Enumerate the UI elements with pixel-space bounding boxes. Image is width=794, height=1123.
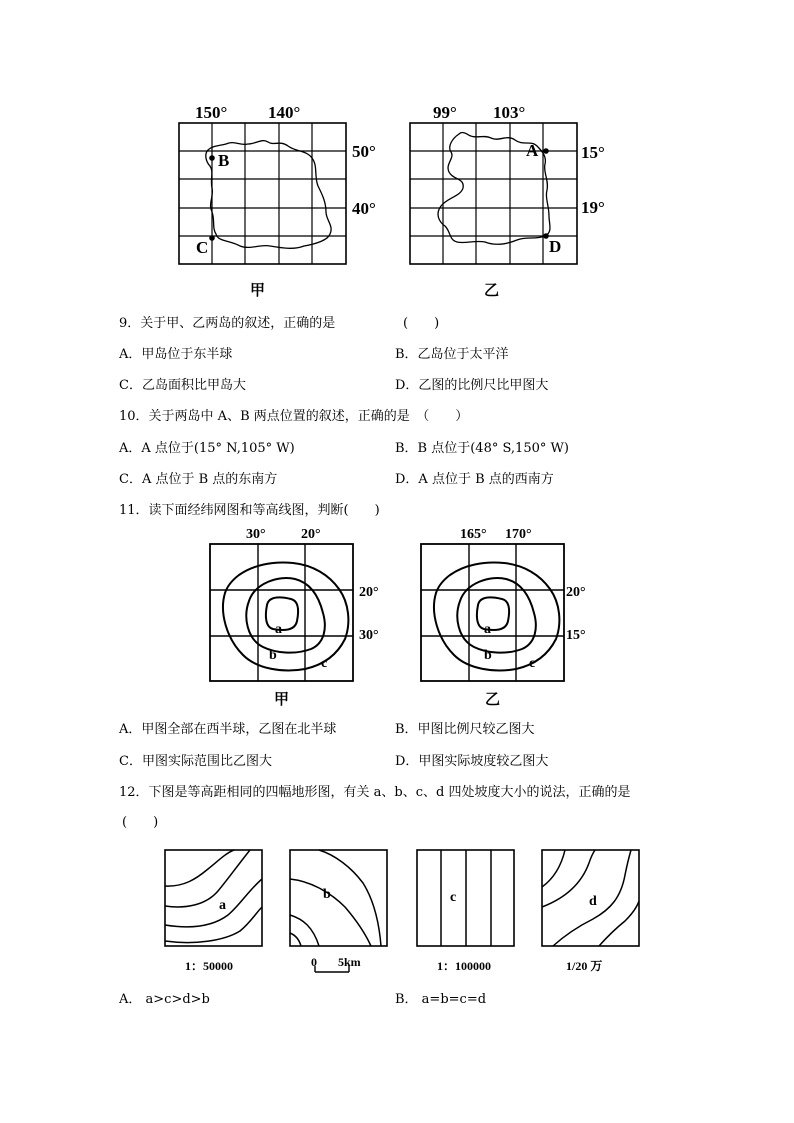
q12-text: 12．下图是等高距相同的四幅地形图，有关 a、b、c、d 四处坡度大小的说法，正确的是 [119,785,631,800]
fig2-yi-contour-a: a [484,622,491,637]
scale-c: 1：100000 [437,959,492,973]
fig2-yi-lat-label-2: 15° [566,628,586,643]
fig2-jia-contour-a: a [275,622,282,637]
jia-lat-label-2: 40° [352,199,376,218]
q9-answer-paren: ( ) [403,316,440,331]
fig2-jia-lon-label-1: 30° [246,527,266,542]
fig2-yi-caption: 乙 [485,690,501,708]
fig2-yi-contour-c: c [529,656,536,671]
fig2-jia-caption: 甲 [274,690,290,708]
yi-lon-label-2: 103° [493,103,526,122]
fig2-yi-contour-b: b [484,648,492,663]
contour-map-jia [209,543,355,683]
fig2-yi-lon-label-2: 170° [505,527,532,542]
q10-option-c: C．A 点位于 B 点的东南方 [119,472,278,487]
scale-b-start: 0 [311,955,317,969]
point-D-label: D [549,237,562,256]
q10-text: 10．关于两岛中 A、B 两点位置的叙述，正确的是 （ ） [119,409,469,424]
q11-option-c: C．甲图实际范围比乙图大 [119,754,272,769]
point-A-label: A [526,141,539,160]
fig2-jia-lon-label-2: 20° [301,527,321,542]
q12-option-b: B． a=b=c=d [395,992,487,1007]
jia-lon-label-2: 140° [268,103,301,122]
terrain-map-a [164,849,263,947]
q11-option-b: B．甲图比例尺较乙图大 [395,722,535,737]
q9-option-c: C．乙岛面积比甲岛大 [119,378,246,393]
point-B-label: B [218,151,230,170]
q10-option-d: D．A 点位于 B 点的西南方 [395,472,554,487]
jia-lat-label-1: 50° [352,142,376,161]
q11-option-a: A．甲图全部在西半球，乙图在北半球 [119,722,337,737]
yi-caption: 乙 [484,281,500,299]
terrain-map-c [416,849,515,947]
contour-map-yi [420,543,566,683]
q11-text: 11．读下面经纬网图和等高线图，判断( ) [119,503,380,518]
point-C-label: C [196,238,209,257]
q12-option-a: A． a>c>d>b [119,992,210,1007]
terrain-label-d: d [589,894,597,909]
q12-answer-paren: ( ) [122,815,159,830]
q11-option-d: D．甲图实际坡度较乙图大 [395,754,549,769]
yi-lat-label-2: 19° [581,198,605,217]
q9-text: 9．关于甲、乙两岛的叙述，正确的是 [119,316,336,331]
fig2-jia-lat-label-1: 20° [359,585,379,600]
fig2-jia-contour-c: c [321,656,328,671]
q10-option-a: A．A 点位于(15° N,105° W) [119,441,295,456]
scale-a: 1：50000 [185,959,234,973]
fig2-jia-lat-label-2: 30° [359,628,379,643]
yi-lon-label-1: 99° [433,103,457,122]
jia-lon-label-1: 150° [195,103,228,122]
q9-option-d: D．乙图的比例尺比甲图大 [395,378,549,393]
scale-b-end: 5km [338,955,361,969]
q9-option-a: A．甲岛位于东半球 [119,347,233,362]
q10-option-b: B．B 点位于(48° S,150° W) [395,441,569,456]
fig2-yi-lat-label-1: 20° [566,585,586,600]
terrain-label-a: a [219,898,226,913]
yi-lat-label-1: 15° [581,143,605,162]
terrain-label-c: c [450,890,457,905]
scale-d: 1/20 万 [566,959,603,973]
terrain-map-b [289,849,388,947]
fig2-yi-lon-label-1: 165° [460,527,487,542]
fig2-jia-contour-b: b [269,648,277,663]
jia-caption: 甲 [250,281,266,299]
q9-option-b: B．乙岛位于太平洋 [395,347,509,362]
terrain-label-b: b [323,887,331,902]
